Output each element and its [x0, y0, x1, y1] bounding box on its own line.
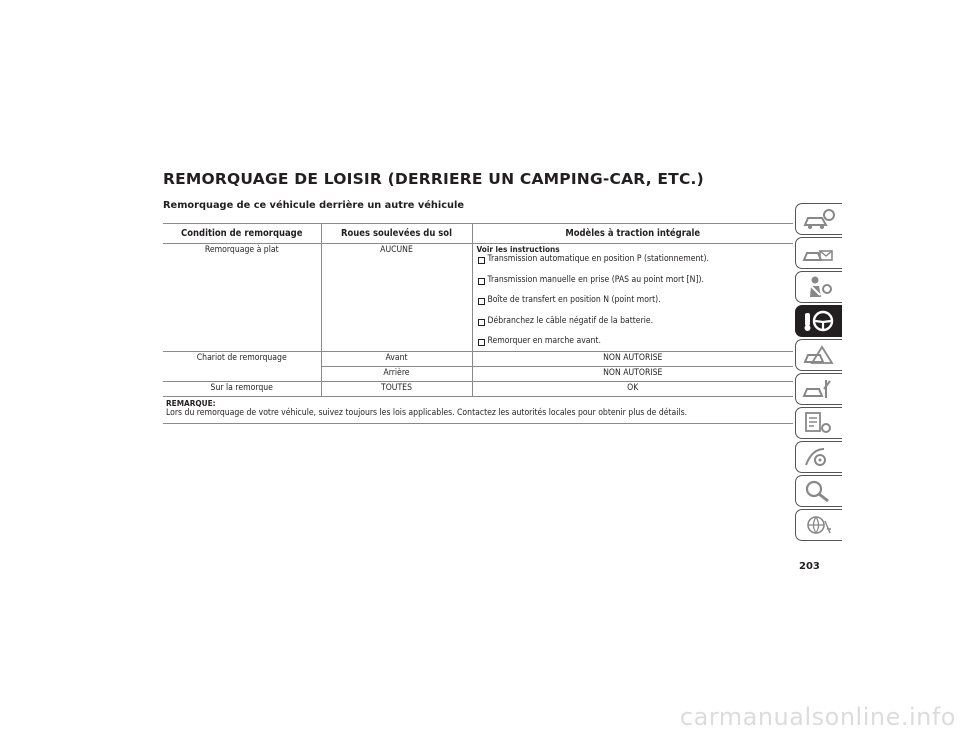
instructions-list — [477, 254, 790, 347]
car-mail-icon — [802, 241, 836, 265]
tab-seatbelt[interactable] — [795, 271, 842, 303]
checkbox-square-icon — [478, 298, 485, 305]
note-title: REMARQUE: — [166, 398, 216, 408]
table-row-trailer — [163, 382, 793, 397]
tab-car-info[interactable] — [795, 203, 842, 235]
tab-car-tools[interactable] — [795, 373, 842, 405]
table-row-flat-tow — [163, 244, 793, 352]
instruction-text: Transmission automatique en position P (stationnement). — [487, 254, 709, 264]
dolly-condition: Chariot de remorquage — [163, 352, 321, 382]
tab-languages[interactable] — [795, 509, 842, 541]
checkbox-square-icon — [478, 319, 485, 326]
checkbox-square-icon — [478, 257, 485, 264]
car-info-icon — [802, 207, 836, 231]
list-item — [477, 295, 790, 306]
trailer-condition: Sur la remorque — [163, 382, 321, 397]
flat-tow-instructions — [472, 244, 793, 352]
sub-title: Remorquage de ce véhicule derrière un autre véhicule — [163, 200, 464, 211]
dolly-front-value: NON AUTORISE — [472, 352, 793, 367]
instruction-text: Boîte de transfert en position N (point mort). — [487, 295, 661, 305]
checklist-gears-icon — [802, 411, 836, 435]
list-item — [477, 254, 790, 265]
instruction-text: Remorquer en marche avant. — [487, 336, 601, 346]
note-text: Lors du remorquage de votre véhicule, suivez toujours les lois applicables. Contactez les autorités locales pour obtenir plus de détails. — [166, 408, 688, 418]
tab-car-warning[interactable] — [795, 339, 842, 371]
trailer-wheels: TOUTES — [321, 382, 472, 397]
trailer-value: OK — [472, 382, 793, 397]
table-row-note — [163, 397, 793, 424]
list-item — [477, 275, 790, 286]
header-wheels: Roues soulevées du sol — [321, 224, 472, 244]
list-item — [477, 316, 790, 327]
instruction-text: Débranchez le câble négatif de la batterie. — [487, 315, 654, 326]
multimedia-icon — [802, 445, 836, 469]
page-number: 203 — [799, 561, 820, 572]
checkbox-square-icon — [478, 278, 485, 285]
dolly-front: Avant — [321, 352, 472, 367]
car-tools-icon — [802, 377, 836, 401]
instructions-title: Voir les instructions — [476, 244, 560, 254]
flat-tow-condition: Remorquage à plat — [163, 244, 321, 352]
towing-table — [163, 223, 793, 424]
section-title: REMORQUAGE DE LOISIR (DERRIERE UN CAMPING-CAR, ETC.) — [163, 170, 704, 188]
watermark: carmanualsonline.info — [679, 703, 956, 731]
language-index-icon — [802, 513, 836, 537]
seatbelt-person-icon — [802, 275, 836, 299]
checkbox-square-icon — [478, 339, 485, 346]
tab-index-search[interactable] — [795, 475, 842, 507]
tab-multimedia[interactable] — [795, 441, 842, 473]
header-condition: Condition de remorquage — [163, 224, 321, 244]
tab-starting-driving[interactable] — [795, 305, 842, 337]
note-cell — [163, 397, 793, 424]
tab-checklist[interactable] — [795, 407, 842, 439]
table-row-dolly-front — [163, 352, 793, 367]
flat-tow-wheels: AUCUNE — [321, 244, 472, 352]
instruction-text: Transmission manuelle en prise (PAS au point mort [N]). — [487, 274, 704, 285]
list-item — [477, 336, 790, 347]
magnifier-icon — [802, 479, 836, 503]
tab-car-mail[interactable] — [795, 237, 842, 269]
header-awd-models: Modèles à traction intégrale — [472, 224, 793, 244]
key-steering-wheel-icon — [802, 309, 836, 333]
table-header-row — [163, 224, 793, 244]
car-warning-icon — [802, 343, 836, 367]
dolly-rear-value: NON AUTORISE — [472, 367, 793, 382]
dolly-rear: Arrière — [321, 367, 472, 382]
